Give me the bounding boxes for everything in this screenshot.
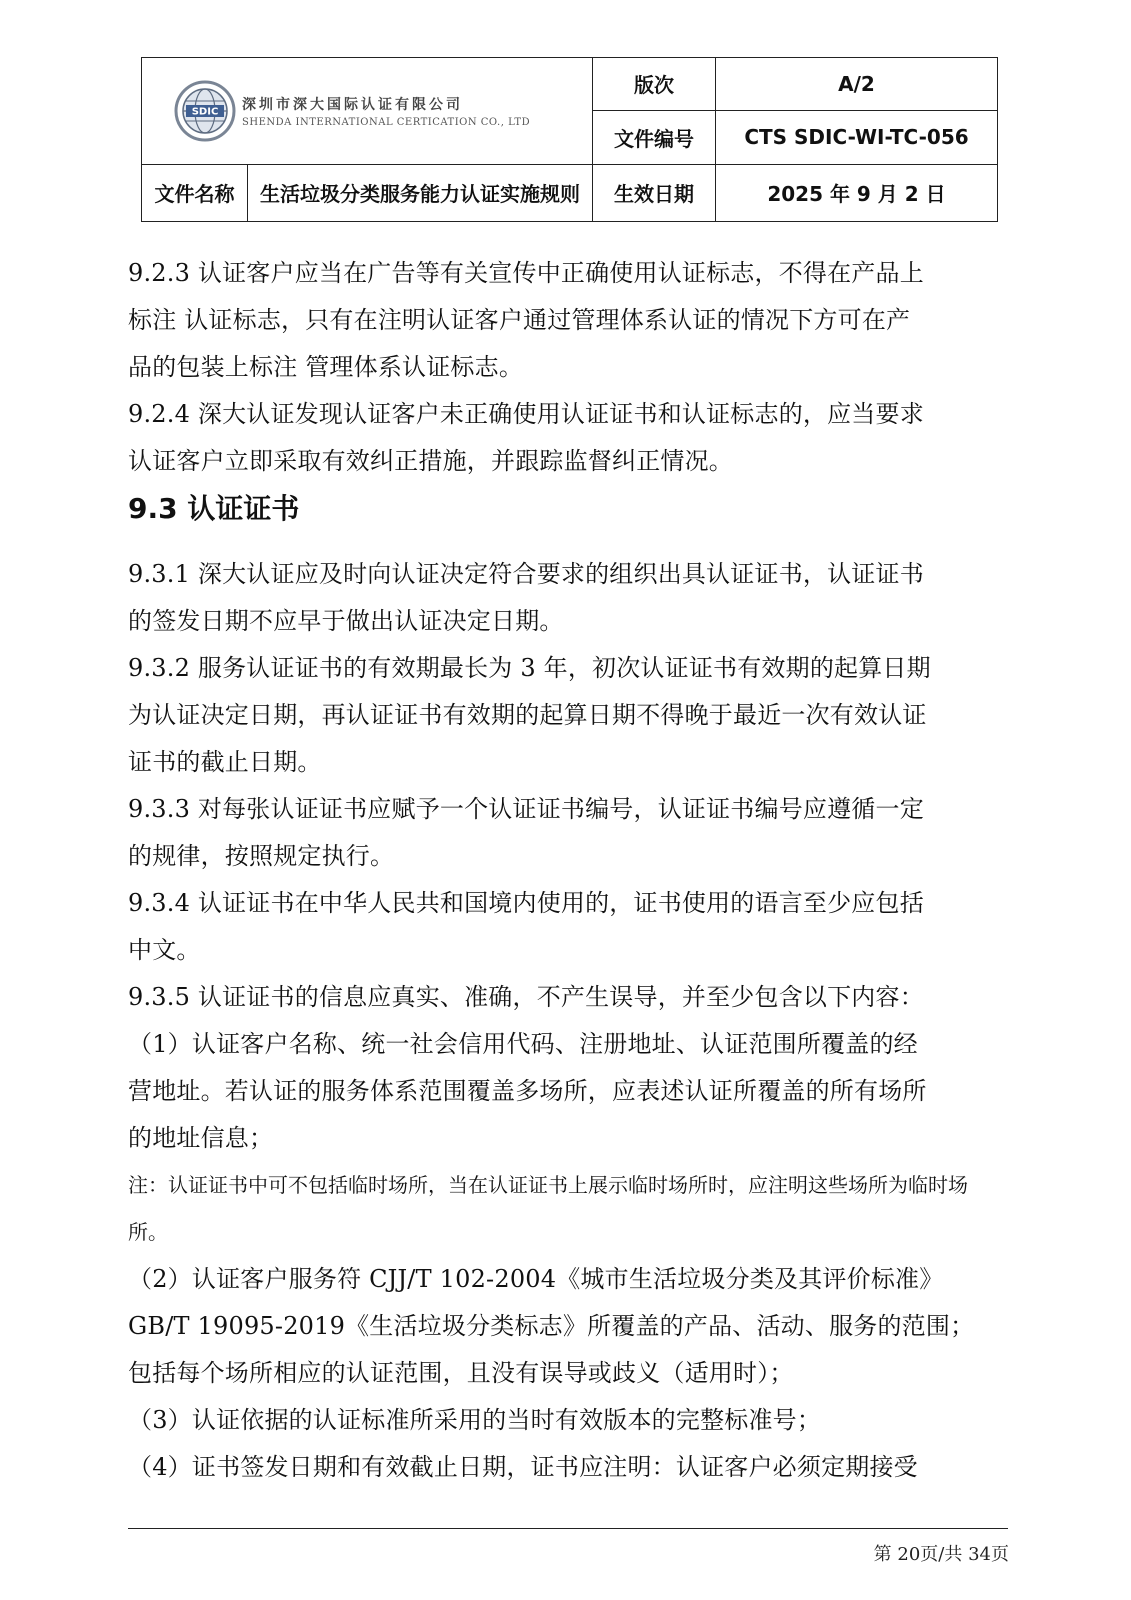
body-line: 包括每个场所相应的认证范围，且没有误导或歧义（适用时）； (128, 1359, 794, 1387)
body-line: （3）认证依据的认证标准所采用的当时有效版本的完整标准号； (128, 1406, 822, 1434)
version-label: 版次 (593, 58, 716, 111)
body-line: GB/T 19095-2019《生活垃圾分类标志》所覆盖的产品、活动、服务的范围； (128, 1312, 975, 1340)
doc-number-value: CTS SDIC-WI-TC-056 (716, 110, 998, 164)
version-value: A/2 (716, 58, 998, 111)
body-line: 9.3.5 认证证书的信息应真实、准确，不产生误导，并至少包含以下内容： (128, 983, 924, 1011)
note-line: 注：认证证书中可不包括临时场所，当在认证证书上展示临时场所时，应注明这些场所为临时场 (128, 1173, 968, 1197)
footer-rule (128, 1528, 1008, 1529)
body-line: 9.3.4 认证证书在中华人民共和国境内使用的，证书使用的语言至少应包括 (128, 889, 924, 917)
company-logo-icon (174, 80, 236, 142)
body-line: （1）认证客户名称、统一社会信用代码、注册地址、认证范围所覆盖的经 (128, 1030, 918, 1058)
company-name-cn: 深圳市深大国际认证有限公司 (242, 96, 463, 113)
body-line: 9.3.3 对每张认证证书应赋予一个认证证书编号，认证证书编号应遵循一定 (128, 795, 924, 823)
body-line: 的签发日期不应早于做出认证决定日期。 (128, 607, 564, 635)
body-line: 认证客户立即采取有效纠正措施，并跟踪监督纠正情况。 (128, 447, 733, 475)
body-line: 中文。 (128, 936, 201, 964)
effective-date-label: 生效日期 (593, 164, 716, 221)
effective-date-value: 2025 年 9 月 2 日 (716, 164, 998, 221)
body-line: 9.2.4 深大认证发现认证客户未正确使用认证证书和认证标志的，应当要求 (128, 400, 924, 428)
body-line: 的规律，按照规定执行。 (128, 842, 395, 870)
note-line: 所。 (128, 1220, 168, 1244)
document-header-table (141, 57, 998, 222)
company-logo-cell (142, 58, 593, 165)
body-line: 的地址信息； (128, 1124, 274, 1152)
body-line: 9.3.1 深大认证应及时向认证决定符合要求的组织出具认证证书，认证证书 (128, 560, 924, 588)
company-name-en: SHENDA INTERNATIONAL CERTICATION CO., LTD (242, 116, 531, 128)
body-line: （2）认证客户服务符 CJJ/T 102-2004《城市生活垃圾分类及其评价标准》 (128, 1265, 944, 1293)
body-line: 证书的截止日期。 (128, 748, 322, 776)
document-body (128, 250, 1008, 1491)
doc-number-label: 文件编号 (593, 110, 716, 164)
svg-text:SDIC: SDIC (191, 106, 219, 118)
body-line: 9.3.2 服务认证证书的有效期最长为 3 年，初次认证证书有效期的起算日期 (128, 654, 931, 682)
section-heading: 9.3 认证证书 (128, 492, 300, 525)
body-line: 营地址。若认证的服务体系范围覆盖多场所，应表述认证所覆盖的所有场所 (128, 1077, 927, 1105)
doc-name-label: 文件名称 (142, 164, 248, 221)
body-line: 品的包装上标注 管理体系认证标志。 (128, 353, 524, 381)
doc-name-value: 生活垃圾分类服务能力认证实施规则 (248, 164, 593, 221)
body-line: 标注 认证标志，只有在注明认证客户通过管理体系认证的情况下方可在产 (128, 306, 911, 334)
body-line: 为认证决定日期，再认证证书有效期的起算日期不得晚于最近一次有效认证 (128, 701, 927, 729)
body-line: （4）证书签发日期和有效截止日期，证书应注明：认证客户必须定期接受 (128, 1453, 918, 1481)
body-line: 9.2.3 认证客户应当在广告等有关宣传中正确使用认证标志，不得在产品上 (128, 259, 924, 287)
page-number: 第 20页/共 34页 (873, 1544, 1009, 1565)
